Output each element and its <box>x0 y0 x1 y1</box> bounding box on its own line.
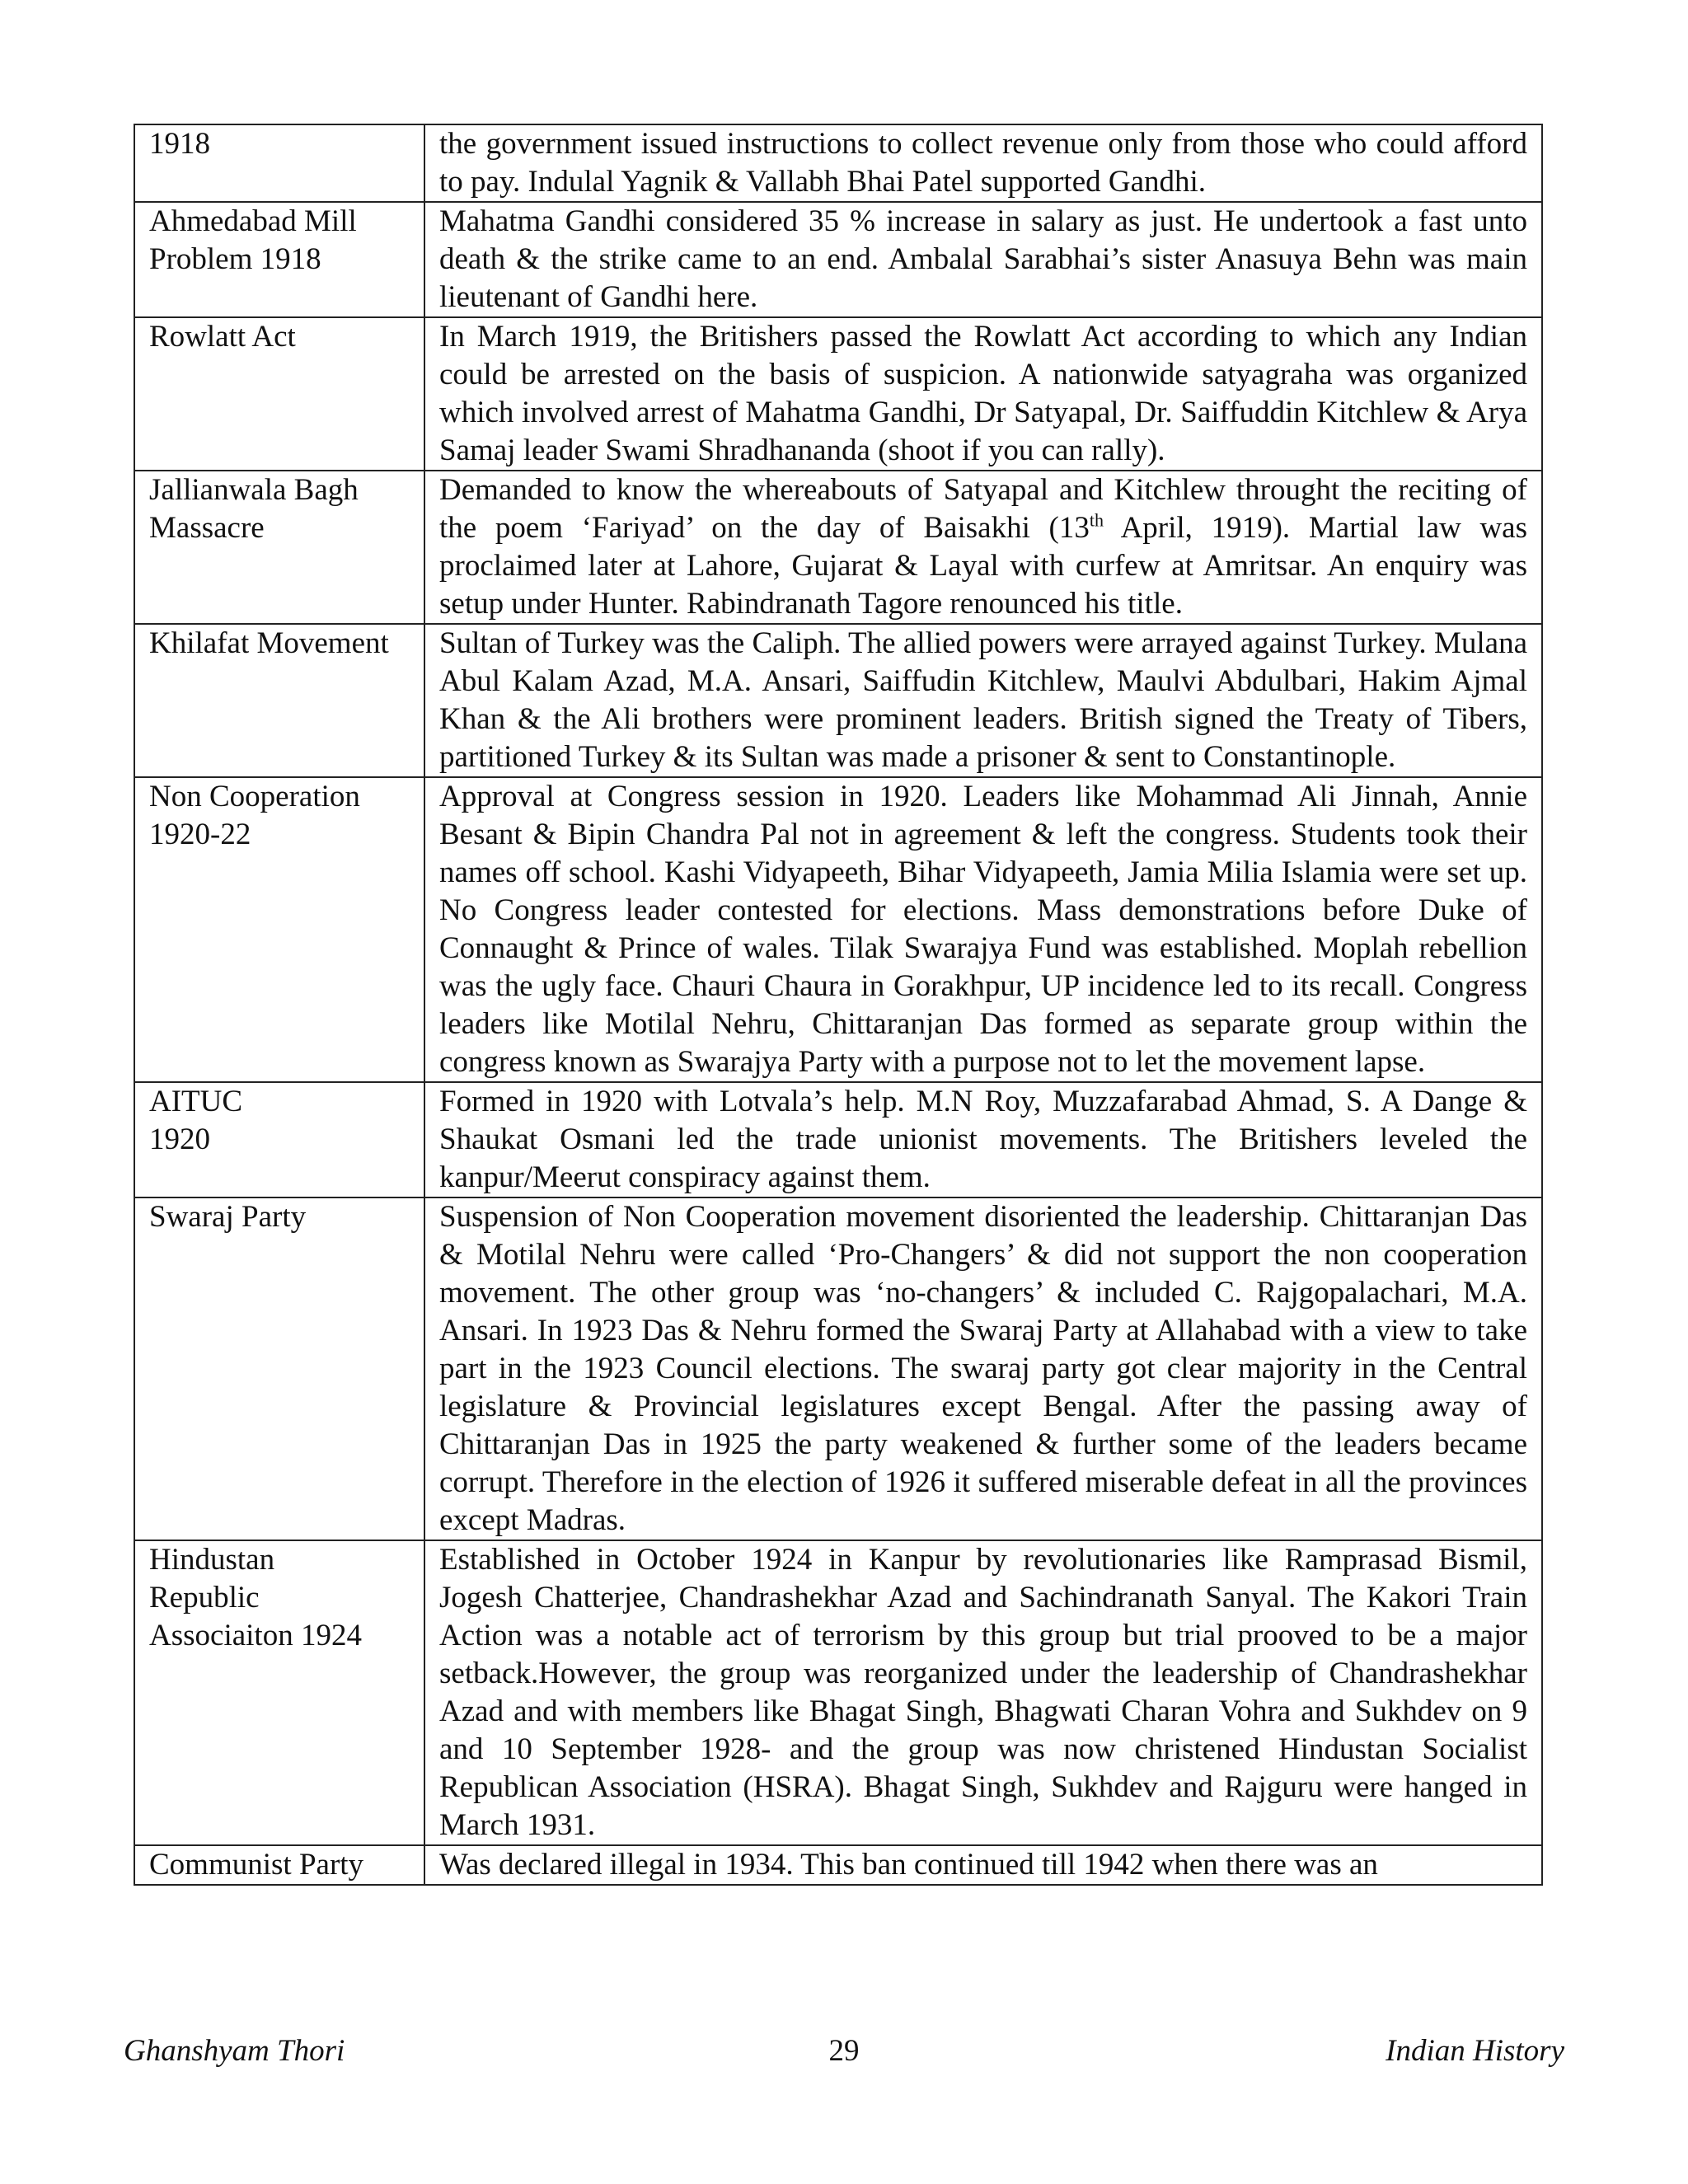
topic-line: Non Cooperation <box>149 780 360 813</box>
page-footer <box>0 2031 1688 2072</box>
topic-cell <box>134 1082 424 1197</box>
topic-line: Jallianwala Bagh <box>149 473 359 507</box>
topic-line: 1920 <box>149 1122 210 1156</box>
topic-line: Republic <box>149 1581 260 1615</box>
topic-line: AITUC <box>149 1085 243 1118</box>
topic-line: Massacre <box>149 511 265 545</box>
description-cell: Sultan of Turkey was the Caliph. The allied powers were arrayed against Turkey. Mulana Abul Kalam Azad, M.A. Ansari, Saiffudin Kitchlew, Maulvi Abdulbari, Hakim Ajmal Khan & the Ali brothers were prominent leaders. British signed the Treaty of Tibers, partitioned Turkey & its Sultan was made a prisoner & sent to Constantinople. <box>424 624 1542 777</box>
footer-book-title: Indian History <box>1386 2034 1564 2068</box>
description-cell: Suspension of Non Cooperation movement disoriented the leadership. Chittaranjan Das & Motilal Nehru were called ‘Pro-Changers’ & did not support the non cooperation movement. The other group was ‘no-changers’ & included C. Rajgopalachari, M.A. Ansari. In 1923 Das & Nehru formed the Swaraj Party at Allahabad with a view to take part in the 1923 Council elections. The swaraj party got clear majority in the Central legislature & Provincial legislatures except Bengal. After the passing away of Chittaranjan Das in 1925 the party weakened & further some of the leaders became corrupt. Therefore in the election of 1926 it suffered miserable defeat in all the provinces except Madras. <box>424 1197 1542 1540</box>
topic-line: Hindustan <box>149 1543 275 1577</box>
topic-cell <box>134 1845 424 1885</box>
topic-cell <box>134 777 424 1082</box>
table-row <box>134 1540 1542 1845</box>
topic-cell <box>134 1540 424 1845</box>
topic-line: 1918 <box>149 127 210 161</box>
topic-line: Communist Party <box>149 1848 364 1882</box>
description-cell: Mahatma Gandhi considered 35 % increase in salary as just. He undertook a fast unto death & the strike came to an end. Ambalal Sarabhai’s sister Anasuya Behn was main lieutenant of Gandhi here. <box>424 202 1542 317</box>
description-cell: the government issued instructions to collect revenue only from those who could afford to pay. Indulal Yagnik & Vallabh Bhai Patel supported Gandhi. <box>424 124 1542 202</box>
topic-line: Problem 1918 <box>149 242 321 276</box>
topic-line: Ahmedabad Mill <box>149 204 357 238</box>
topic-cell <box>134 1197 424 1540</box>
page-number: 29 <box>828 2034 860 2068</box>
topic-line: Rowlatt Act <box>149 320 296 354</box>
description-text: Demanded to know the whereabouts of Satyapal and Kitchlew throught the reciting of the poem ‘Fariyad’ on the day of Baisakhi (13 <box>439 473 1527 545</box>
table-row <box>134 624 1542 777</box>
table-row <box>134 1197 1542 1540</box>
topic-cell <box>134 471 424 624</box>
topic-line: Associaiton 1924 <box>149 1619 362 1652</box>
description-cell: In March 1919, the Britishers passed the Rowlatt Act according to which any Indian could be arrested on the basis of suspicion. A nationwide satyagraha was organized which involved arrest of Mahatma Gandhi, Dr Satyapal, Dr. Saiffuddin Kitchlew & Arya Samaj leader Swami Shradhananda (shoot if you can rally). <box>424 317 1542 471</box>
table-row <box>134 471 1542 624</box>
topic-cell <box>134 124 424 202</box>
topic-cell <box>134 317 424 471</box>
table-row <box>134 202 1542 317</box>
ordinal-superscript: th <box>1089 509 1104 531</box>
topic-line: Swaraj Party <box>149 1200 307 1234</box>
footer-author: Ghanshyam Thori <box>124 2034 345 2068</box>
table-row <box>134 317 1542 471</box>
description-cell: Approval at Congress session in 1920. Leaders like Mohammad Ali Jinnah, Annie Besant & Bipin Chandra Pal not in agreement & left the congress. Students took their names off school. Kashi Vidyapeeth, Bihar Vidyapeeth, Jamia Milia Islamia were set up. No Congress leader contested for elections. Mass demonstrations before Duke of Connaught & Prince of wales. Tilak Swarajya Fund was established. Moplah rebellion was the ugly face. Chauri Chaura in Gorakhpur, UP incidence led to its recall. Congress leaders like Motilal Nehru, Chittaranjan Das formed as separate group within the congress known as Swarajya Party with a purpose not to let the movement lapse. <box>424 777 1542 1082</box>
description-cell: Formed in 1920 with Lotvala’s help. M.N Roy, Muzzafarabad Ahmad, S. A Dange & Shaukat Osmani led the trade unionist movements. The Britishers leveled the kanpur/Meerut conspiracy against them. <box>424 1082 1542 1197</box>
description-cell: Established in October 1924 in Kanpur by revolutionaries like Ramprasad Bismil, Jogesh Chatterjee, Chandrashekhar Azad and Sachindranath Sanyal. The Kakori Train Action was a notable act of terrorism by this group but trial prooved to be a major setback.However, the group was reorganized under the leadership of Chandrashekhar Azad and with members like Bhagat Singh, Bhagwati Charan Vohra and Sukhdev on 9 and 10 September 1928- and the group was now christened Hindustan Socialist Republican Association (HSRA). Bhagat Singh, Sukhdev and Rajguru were hanged in March 1931. <box>424 1540 1542 1845</box>
description-text: April, 1919). Martial law was proclaimed later at Lahore, Gujarat & Layal with curfew at Amritsar. An enquiry was setup under Hunter. Rabindranath Tagore renounced his title. <box>439 511 1528 621</box>
topic-cell <box>134 624 424 777</box>
table-row <box>134 1845 1542 1885</box>
table-row <box>134 777 1542 1082</box>
topic-cell <box>134 202 424 317</box>
table-row <box>134 1082 1542 1197</box>
table-row <box>134 124 1542 202</box>
history-table <box>134 124 1543 1886</box>
topic-line: 1920-22 <box>149 818 251 851</box>
description-cell <box>424 471 1542 624</box>
topic-line: Khilafat Movement <box>149 626 389 660</box>
description-cell: Was declared illegal in 1934. This ban continued till 1942 when there was an <box>424 1845 1542 1885</box>
